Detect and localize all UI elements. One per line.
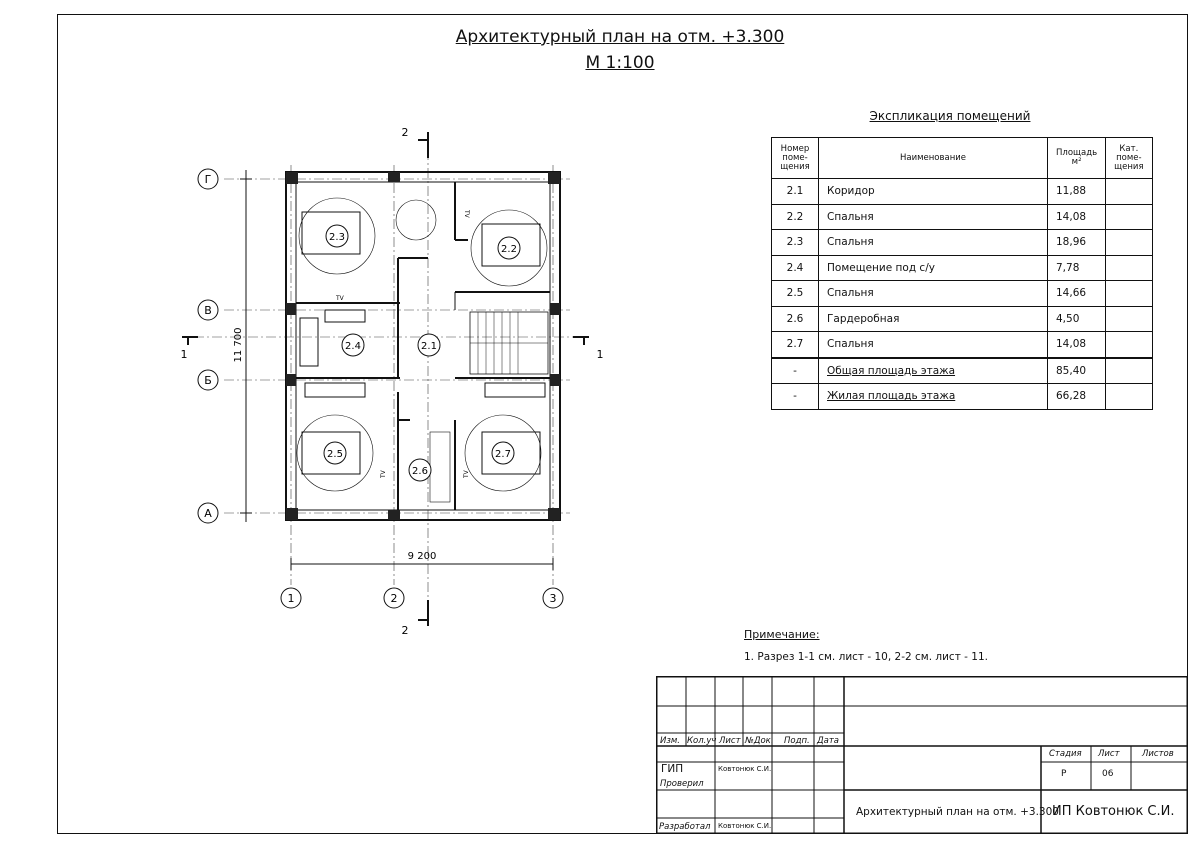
section-2-top: 2 (401, 126, 409, 139)
table-row (772, 332, 1153, 358)
header-number: Номер поме- щения (772, 138, 819, 179)
stamp-person-1: Ковтонюк С.И. (718, 765, 772, 773)
cell-number: 2.2 (772, 204, 819, 230)
stamp-person-2: Ковтонюк С.И. (718, 822, 772, 830)
stamp-header-koluch: Кол.уч (687, 736, 717, 746)
cell-number: 2.5 (772, 281, 819, 307)
cell-name: Гардеробная (819, 306, 1048, 332)
stamp-doc-title: Архитектурный план на отм. +3.300 (856, 806, 1059, 818)
cell-name: Помещение под с/у (819, 255, 1048, 281)
cell-area: 18,96 (1048, 230, 1106, 256)
axis-label-1: 1 (287, 592, 295, 605)
note-title: Примечание: (744, 628, 820, 641)
cell-name: Жилая площадь этажа (819, 384, 1048, 410)
section-1-left: 1 (180, 348, 188, 361)
room-label-2-7: 2.7 (495, 449, 511, 460)
axis-label-v: В (204, 304, 212, 317)
cell-number: - (772, 384, 819, 410)
title-stamp-text (656, 676, 1188, 834)
cell-number: 2.4 (772, 255, 819, 281)
cell-category (1106, 306, 1152, 332)
table-row (772, 281, 1153, 307)
cell-number: 2.1 (772, 179, 819, 205)
table-row (772, 255, 1153, 281)
cell-area: 85,40 (1048, 358, 1106, 384)
cell-name: Спальня (819, 281, 1048, 307)
stamp-company: ИП Ковтонюк С.И. (1052, 804, 1175, 819)
stamp-sheets-header: Листов (1142, 749, 1174, 759)
dimension-width: 9 200 (407, 551, 437, 562)
cell-area: 66,28 (1048, 384, 1106, 410)
section-2-bottom: 2 (401, 624, 409, 637)
axis-label-b: Б (204, 374, 212, 387)
room-label-2-2: 2.2 (501, 244, 517, 255)
tv-label: TV (463, 470, 470, 478)
title-scale: М 1:100 (585, 53, 655, 73)
stamp-header-list: Лист (719, 736, 741, 746)
stamp-stage-value: Р (1061, 769, 1067, 779)
stamp-stage-header: Стадия (1049, 749, 1082, 759)
section-1-right: 1 (596, 348, 604, 361)
cell-name: Спальня (819, 204, 1048, 230)
room-label-2-4: 2.4 (345, 341, 361, 352)
cell-category (1106, 384, 1152, 410)
cell-name: Общая площадь этажа (819, 358, 1048, 384)
stamp-header-doc: №Док. (745, 736, 774, 746)
room-label-2-5: 2.5 (327, 449, 343, 460)
tv-label: TV (336, 295, 344, 302)
cell-category (1106, 281, 1152, 307)
cell-category (1106, 332, 1152, 358)
cell-name: Спальня (819, 332, 1048, 358)
explication-title: Экспликация помещений (869, 109, 1031, 123)
cell-area: 11,88 (1048, 179, 1106, 205)
cell-category (1106, 358, 1152, 384)
cell-number: 2.6 (772, 306, 819, 332)
title-line-1: Архитектурный план на отм. +3.300 (455, 27, 785, 47)
table-total-row (772, 384, 1153, 410)
table-total-row (772, 358, 1153, 384)
header-area: Площадь м² (1048, 138, 1106, 179)
stamp-sheet-header: Лист (1098, 749, 1120, 759)
cell-name: Коридор (819, 179, 1048, 205)
cell-area: 14,08 (1048, 204, 1106, 230)
stamp-developed: Разработал (659, 822, 711, 832)
header-category: Кат. поме- щения (1106, 138, 1152, 179)
table-row (772, 179, 1153, 205)
table-row (772, 230, 1153, 256)
stamp-checked: Проверил (660, 779, 704, 789)
explication-table (771, 137, 1153, 410)
table-header-row (772, 138, 1153, 179)
stamp-header-izm: Изм. (660, 736, 680, 746)
cell-number: 2.7 (772, 332, 819, 358)
room-label-2-1: 2.1 (421, 341, 437, 352)
cell-category (1106, 255, 1152, 281)
axis-label-a: А (204, 507, 212, 520)
stamp-header-date: Дата (817, 736, 840, 746)
dimension-height: 11 700 (233, 327, 244, 363)
tv-label: TV (380, 470, 387, 478)
room-label-2-3: 2.3 (329, 232, 345, 243)
cell-category (1106, 230, 1152, 256)
stamp-header-sign: Подп. (784, 736, 810, 746)
cell-name: Спальня (819, 230, 1048, 256)
header-name: Наименование (819, 138, 1048, 179)
cell-category (1106, 204, 1152, 230)
note-text: 1. Разрез 1-1 см. лист - 10, 2-2 см. лист - 11. (744, 651, 988, 663)
cell-area: 14,08 (1048, 332, 1106, 358)
tv-label: TV (463, 210, 470, 218)
room-label-2-6: 2.6 (412, 466, 428, 477)
axis-label-3: 3 (549, 592, 557, 605)
stamp-gip: ГИП (661, 763, 684, 775)
cell-area: 4,50 (1048, 306, 1106, 332)
cell-number: 2.3 (772, 230, 819, 256)
table-row (772, 306, 1153, 332)
cell-area: 14,66 (1048, 281, 1106, 307)
cell-area: 7,78 (1048, 255, 1106, 281)
axis-label-2: 2 (390, 592, 398, 605)
table-row (772, 204, 1153, 230)
axis-label-g: Г (204, 173, 212, 186)
cell-number: - (772, 358, 819, 384)
cell-category (1106, 179, 1152, 205)
stamp-sheet-value: 06 (1102, 769, 1114, 779)
